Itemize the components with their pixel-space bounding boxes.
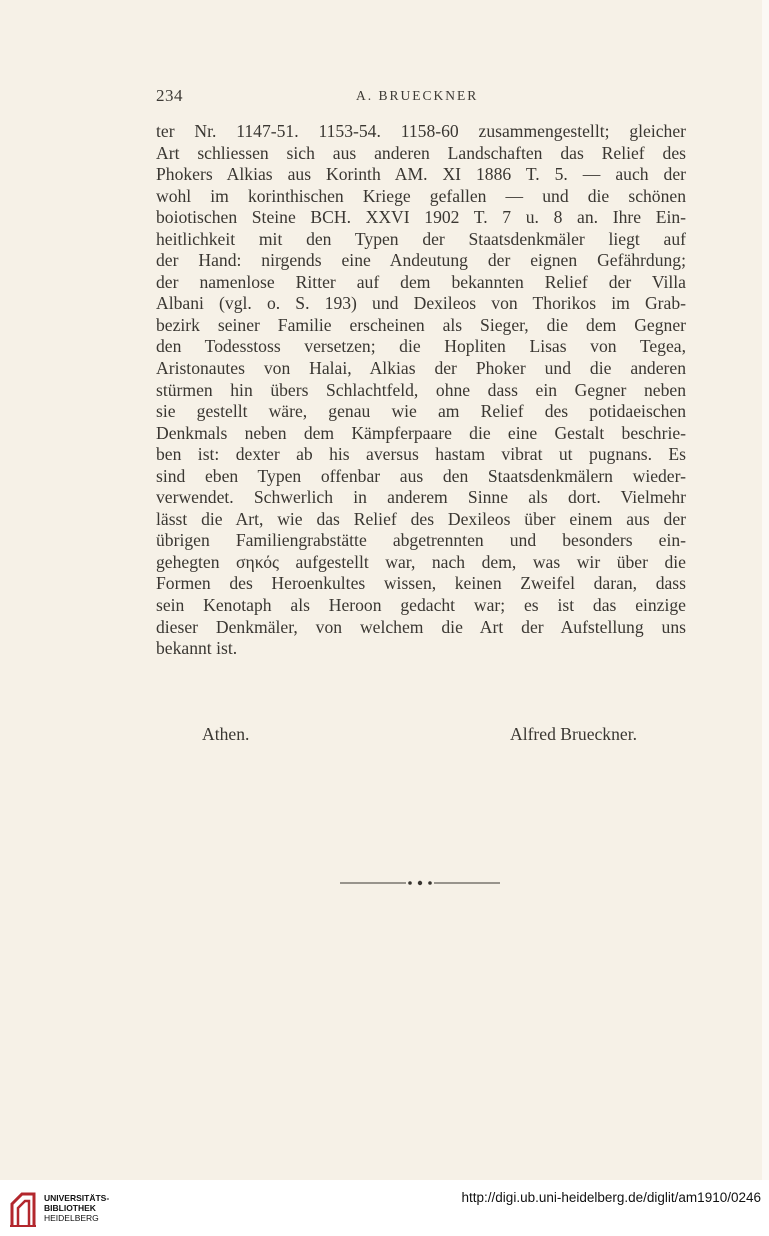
text-line: sie gestellt wäre, genau wie am Relief des potidaeischen bbox=[156, 401, 686, 422]
running-head bbox=[156, 86, 686, 110]
end-ornament-icon bbox=[340, 876, 500, 890]
running-head-author: A. BRUECKNER bbox=[356, 88, 479, 103]
body-text bbox=[156, 121, 686, 660]
text-line: ben ist: dexter ab his aversus hastam vibrat ut pugnans. Es bbox=[156, 444, 686, 465]
text-line: Phokers Alkias aus Korinth AM. XI 1886 T. 5. — auch der bbox=[156, 164, 686, 185]
signature-author: Alfred Brueckner. bbox=[509, 724, 637, 744]
text-line: boiotischen Steine BCH. XXVI 1902 T. 7 u. 8 an. Ihre Ein- bbox=[156, 207, 686, 228]
text-line: sind eben Typen offenbar aus den Staatsdenkmälern wieder- bbox=[156, 465, 686, 486]
signature-place: Athen. bbox=[202, 724, 250, 744]
text-line: Aristonautes von Halai, Alkias der Phoker und die anderen bbox=[156, 358, 686, 379]
text-line: gehegten σηκός aufgestellt war, nach dem, was wir über die bbox=[156, 551, 686, 572]
text-line: Formen des Heroenkultes wissen, keinen Zweifel daran, dass bbox=[156, 573, 686, 594]
text-line: Denkmals neben dem Kämpferpaare die eine Gestalt beschrie- bbox=[156, 422, 686, 443]
text-line: stürmen hin übers Schlachtfeld, ohne dass ein Gegner neben bbox=[156, 379, 686, 400]
text-line: der Hand: nirgends eine Andeutung der eignen Gefährdung; bbox=[156, 250, 686, 271]
text-line: bekannt ist. bbox=[156, 638, 238, 659]
library-name bbox=[44, 1193, 109, 1223]
text-line: lässt die Art, wie das Relief des Dexileos über einem aus der bbox=[156, 508, 686, 529]
text-line: dieser Denkmäler, von welchem die Art der Aufstellung uns bbox=[156, 616, 686, 637]
text-line: sein Kenotaph als Heroon gedacht war; es ist das einzige bbox=[156, 595, 686, 616]
footer-bar bbox=[0, 1180, 769, 1236]
page-edge bbox=[762, 0, 769, 1180]
text-line: den Todesstoss versetzen; die Hopliten Lisas von Tegea, bbox=[156, 336, 686, 357]
text-line: Albani (vgl. o. S. 193) und Dexileos von Thorikos im Grab- bbox=[156, 293, 686, 314]
text-line: Art schliessen sich aus anderen Landschaften das Relief des bbox=[156, 142, 686, 163]
text-line: der namenlose Ritter auf dem bekannten Relief der Villa bbox=[156, 271, 686, 292]
text-line: übrigen Familiengrabstätte abgetrennten und besonders ein- bbox=[156, 530, 686, 551]
source-url-link[interactable]: http://digi.ub.uni-heidelberg.de/diglit/am1910/0246 bbox=[461, 1190, 761, 1205]
text-line: bezirk seiner Familie erscheinen als Sieger, die dem Gegner bbox=[156, 314, 686, 335]
library-line-1: UNIVERSITÄTS- bbox=[44, 1193, 110, 1203]
text-line: heitlichkeit mit den Typen der Staatsdenkmäler liegt auf bbox=[156, 228, 686, 249]
signature bbox=[156, 724, 686, 748]
heidelberg-library-logo-icon bbox=[8, 1186, 38, 1230]
library-line-3: HEIDELBERG bbox=[44, 1213, 99, 1223]
text-line: ter Nr. 1147-51. 1153-54. 1158-60 zusammengestellt; gleicher bbox=[156, 121, 686, 141]
text-line: wohl im korinthischen Kriege gefallen — und die schönen bbox=[156, 185, 686, 206]
page-number: 234 bbox=[156, 86, 183, 105]
library-line-2: BIBLIOTHEK bbox=[44, 1203, 96, 1213]
text-line: verwendet. Schwerlich in anderem Sinne als dort. Vielmehr bbox=[156, 487, 686, 508]
